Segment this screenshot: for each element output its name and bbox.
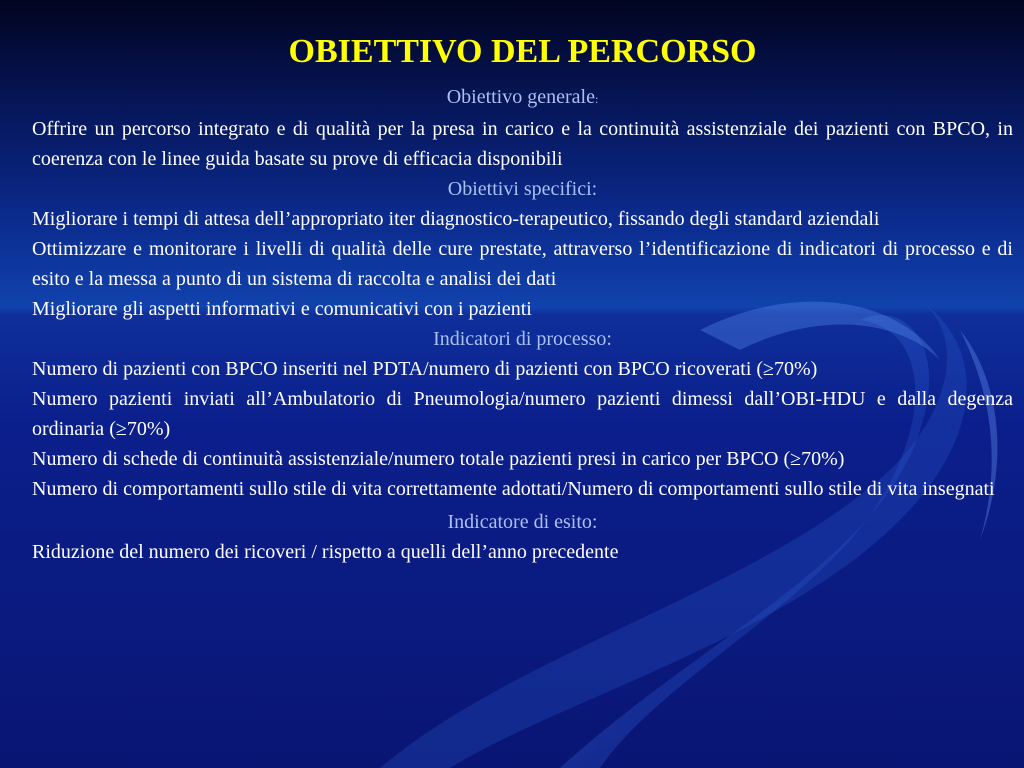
process-indicator-item: Numero pazienti inviati all’Ambulatorio di Pneumologia/numero pazienti dimessi dall’OBI-HDU e dalla degenza ordinaria (≥70%) bbox=[32, 388, 1013, 440]
outcome-indicator-heading: Indicatore di esito: bbox=[447, 511, 598, 533]
process-indicators-heading: Indicatori di processo: bbox=[433, 328, 612, 350]
slide-title: OBIETTIVO DEL PERCORSO bbox=[288, 33, 757, 70]
process-indicator-item: Numero di pazienti con BPCO inseriti nel PDTA/numero di pazienti con BPCO ricoverati (≥70%) bbox=[32, 358, 818, 380]
slide-content bbox=[32, 28, 1013, 567]
general-objective-text: Offrire un percorso integrato e di qualità per la presa in carico e la continuità assistenziale dei pazienti con BPCO, in coerenza con le linee guida basate su prove di efficacia disponibili bbox=[32, 118, 1013, 170]
general-objective-heading bbox=[32, 82, 1013, 114]
specific-objectives-heading: Obiettivi specifici: bbox=[447, 178, 598, 200]
specific-objective-item: Migliorare i tempi di attesa dell’appropriato iter diagnostico-terapeutico, fissando degli standard aziendali bbox=[32, 208, 880, 230]
general-objective-heading-text: Obiettivo generale bbox=[446, 86, 595, 108]
specific-objective-item: Ottimizzare e monitorare i livelli di qualità delle cure prestate, attraverso l’identificazione di indicatori di processo e di esito e la messa a punto di un sistema di raccolta e analisi dei dati bbox=[32, 238, 1013, 290]
specific-objective-item: Migliorare gli aspetti informativi e comunicativi con i pazienti bbox=[32, 298, 532, 320]
process-indicator-item: Numero di schede di continuità assistenziale/numero totale pazienti presi in carico per BPCO (≥70%) bbox=[32, 448, 845, 470]
general-objective-heading-colon: : bbox=[594, 92, 599, 106]
outcome-indicator-item: Riduzione del numero dei ricoveri / rispetto a quelli dell’anno precedente bbox=[32, 541, 619, 563]
process-indicator-item: Numero di comportamenti sullo stile di vita correttamente adottati/Numero di comportamenti sullo stile di vita insegnati bbox=[32, 478, 995, 500]
